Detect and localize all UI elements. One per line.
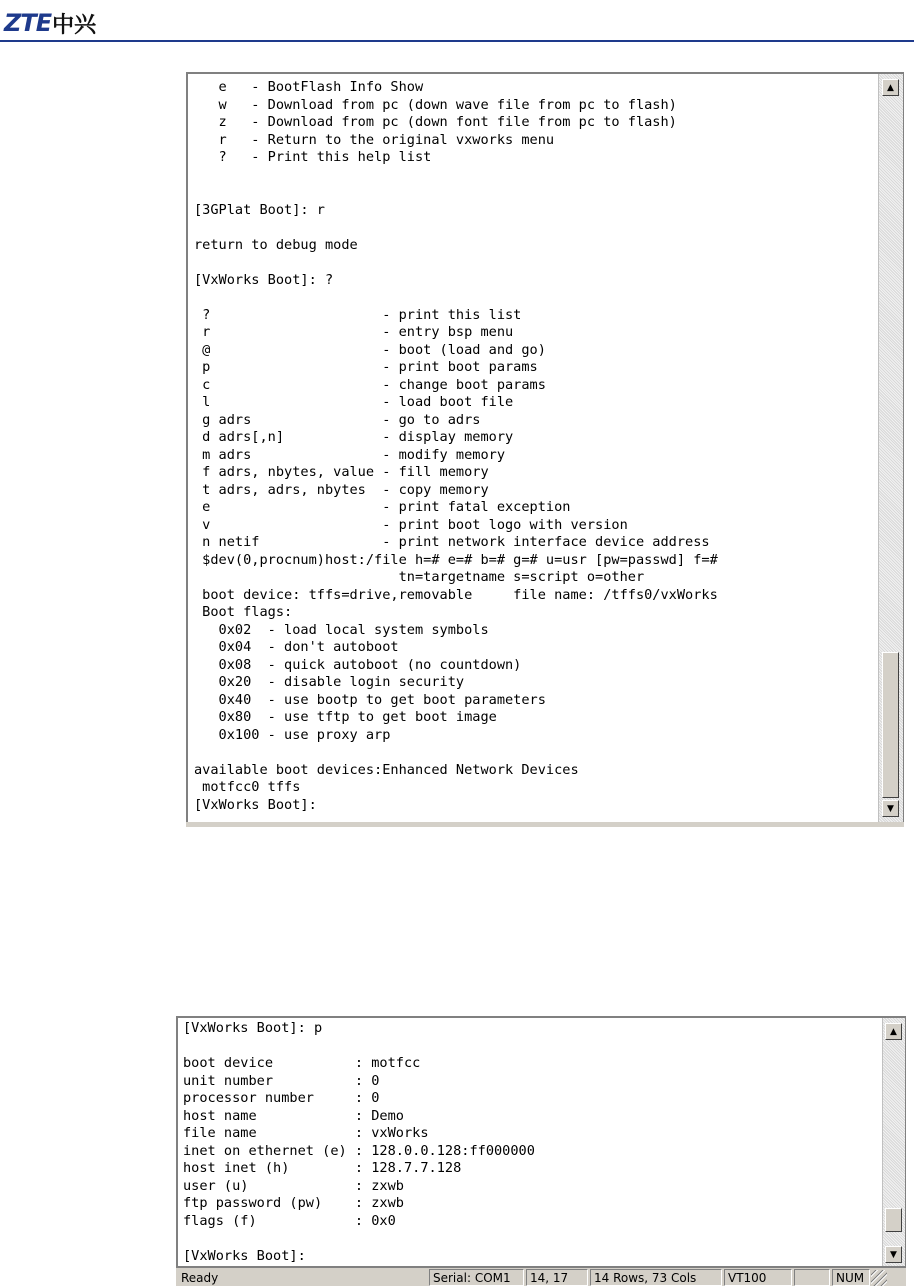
terminal-line — [194, 184, 718, 202]
terminal-line — [194, 219, 718, 237]
terminal-line: m adrs - modify memory — [194, 446, 505, 463]
zte-logo — [4, 8, 96, 38]
vertical-scrollbar[interactable] — [882, 1018, 905, 1266]
terminal-line: ? - Print this help list — [194, 149, 432, 165]
terminal-window-params[interactable] — [176, 1016, 906, 1268]
logo-latin-text: ZTE — [4, 9, 52, 37]
terminal-line: [VxWorks Boot]: ? — [194, 271, 334, 288]
terminal-line: c - change boot params — [194, 376, 546, 393]
terminal-line: flags (f) : 0x0 — [183, 1212, 396, 1229]
status-num: NUM — [832, 1269, 870, 1286]
status-port: Serial: COM1 — [429, 1269, 524, 1286]
status-emulation: VT100 — [724, 1269, 792, 1286]
terminal-line: g adrs - go to adrs — [194, 411, 481, 428]
terminal-line: [VxWorks Boot]: p — [183, 1020, 323, 1036]
vertical-scrollbar[interactable] — [878, 74, 903, 822]
status-blank — [794, 1269, 830, 1286]
terminal-line: host name : Demo — [183, 1107, 404, 1124]
terminal-line: inet on ethernet (e) : 128.0.0.128:ff000000 — [183, 1142, 535, 1159]
terminal-line: v - print boot logo with version — [194, 516, 628, 533]
status-size: 14 Rows, 73 Cols — [590, 1269, 722, 1286]
terminal-line: z - Download from pc (down font file from pc to flash) — [194, 114, 677, 130]
terminal-line: motfcc0 tffs — [194, 779, 301, 795]
terminal-line: [VxWorks Boot]: — [194, 796, 317, 813]
status-cursor: 14, 17 — [526, 1269, 588, 1286]
terminal-line: [3GPlat Boot]: r — [194, 201, 325, 218]
terminal-line — [183, 1038, 535, 1056]
terminal-line: user (u) : zxwb — [183, 1177, 404, 1194]
terminal-window-help[interactable] — [186, 72, 904, 824]
terminal-line: [VxWorks Boot]: — [183, 1247, 306, 1264]
terminal-line: d adrs[,n] - display memory — [194, 429, 514, 445]
terminal-line: e - print fatal exception — [194, 499, 571, 515]
terminal-line: @ - boot (load and go) — [194, 341, 546, 358]
terminal-line: available boot devices:Enhanced Network Devices — [194, 761, 579, 778]
terminal-line: l - load boot file — [194, 394, 514, 410]
terminal-line: 0x08 - quick autoboot (no countdown) — [194, 656, 522, 673]
terminal-line: 0x02 - load local system symbols — [194, 621, 489, 638]
scroll-down-button[interactable]: ▼ — [882, 800, 899, 817]
terminal-line: f adrs, nbytes, value - fill memory — [194, 464, 489, 480]
terminal-line — [194, 744, 718, 762]
terminal-line: w - Download from pc (down wave file from pc to flash) — [194, 96, 677, 113]
terminal-line: p - print boot params — [194, 359, 538, 375]
scroll-thumb[interactable] — [882, 652, 899, 798]
scroll-up-button[interactable]: ▲ — [882, 79, 899, 96]
header-rule — [0, 40, 914, 42]
terminal-line: 0x80 - use tftp to get boot image — [194, 709, 497, 725]
terminal-line — [183, 1230, 535, 1248]
terminal-line — [194, 167, 718, 185]
terminal-line: n netif - print network interface device address — [194, 534, 710, 550]
terminal-line: processor number : 0 — [183, 1090, 380, 1106]
terminal-line: 0x20 - disable login security — [194, 674, 465, 690]
terminal-line: file name : vxWorks — [183, 1125, 429, 1141]
scroll-thumb[interactable] — [885, 1208, 902, 1232]
terminal-line: ftp password (pw) : zxwb — [183, 1195, 404, 1211]
terminal-line: unit number : 0 — [183, 1072, 380, 1089]
scroll-up-button[interactable]: ▲ — [885, 1023, 902, 1040]
terminal-line: r - Return to the original vxworks menu — [194, 131, 555, 148]
terminal-line: Boot flags: — [194, 604, 293, 620]
status-text: Ready — [181, 1270, 219, 1285]
terminal-line: 0x40 - use bootp to get boot parameters — [194, 691, 546, 708]
status-bar — [176, 1268, 906, 1286]
terminal-line: 0x100 - use proxy arp — [194, 726, 391, 743]
terminal-line: boot device: tffs=drive,removable file name: /tffs0/vxWorks — [194, 586, 718, 603]
terminal-output-help — [194, 79, 718, 814]
terminal-line: 0x04 - don't autoboot — [194, 639, 399, 655]
terminal-line: r - entry bsp menu — [194, 324, 514, 340]
terminal-line: boot device : motfcc — [183, 1055, 421, 1071]
terminal-line: return to debug mode — [194, 236, 358, 253]
terminal-line — [194, 289, 718, 307]
terminal-line: host inet (h) : 128.7.7.128 — [183, 1160, 462, 1176]
terminal-line: tn=targetname s=script o=other — [194, 569, 645, 585]
logo-cjk-text: 中兴 — [52, 12, 97, 38]
terminal-output-params — [183, 1020, 535, 1265]
scroll-down-button[interactable]: ▼ — [885, 1246, 902, 1263]
terminal-line: ? - print this list — [194, 306, 522, 323]
terminal-line: t adrs, adrs, nbytes - copy memory — [194, 481, 489, 498]
terminal-line: $dev(0,procnum)host:/file h=# e=# b=# g=# u=usr [pw=passwd] f=# — [194, 551, 718, 568]
terminal-line — [194, 254, 718, 272]
resize-grip-icon[interactable] — [871, 1270, 887, 1286]
terminal-line: e - BootFlash Info Show — [194, 79, 424, 95]
cropped-statusbar — [186, 822, 904, 827]
